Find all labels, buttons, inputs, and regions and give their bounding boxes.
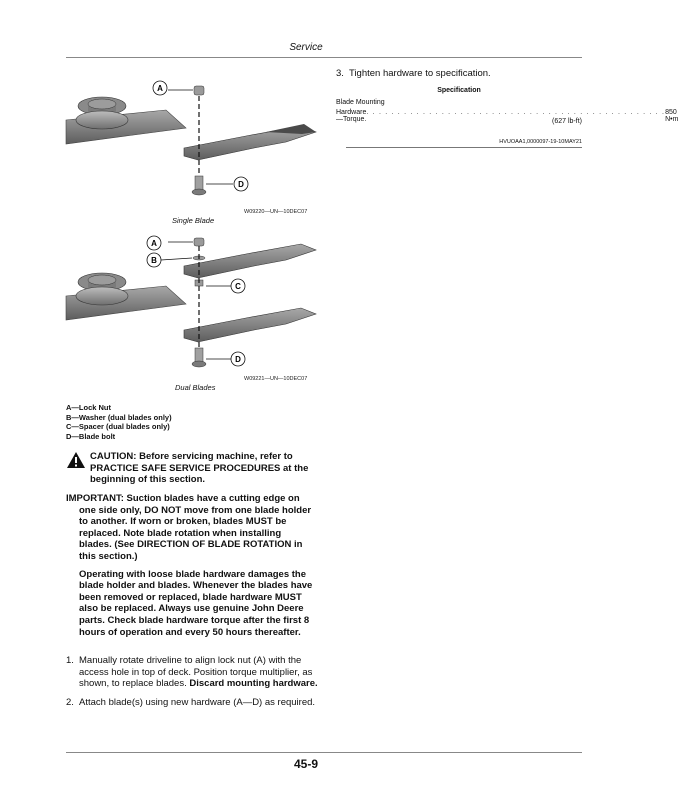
important-body: one side only, DO NOT move from one blade holder to another. If worn or broken, blades MUST be replaced. Note blade rotation when installing blades. (See DIRECTION OF BLADE ROTATION in this section.): [79, 504, 312, 562]
figure-caption: Single Blade: [172, 216, 215, 225]
leader-dots: . . . . . . . . . . . . . . . . . . . . . . . . . . . . . . . . . . . . . . . . . . . . . . . .: [366, 109, 666, 116]
blade-bolt: [192, 176, 206, 195]
upper-blade: [184, 244, 316, 278]
legend-item: C—Spacer (dual blades only): [66, 422, 170, 431]
step-1: 1. Manually rotate driveline to align lock nut (A) with the access hole in top of deck. Position torque multiplier, as shown, to replace blades. Discard mounting hardware.: [66, 655, 318, 690]
single-blade-figure: [66, 78, 322, 218]
step-text: Manually rotate driveline to align lock nut (A) with the access hole in top of deck. Position torque multiplier, as shown, to replace blades.: [79, 655, 313, 690]
step-2: 2. Attach blade(s) using new hardware (A—D) as required.: [66, 696, 316, 708]
step-emphasis: Discard mounting hardware.: [189, 678, 318, 690]
spec-rule: [346, 147, 582, 148]
step-text: Attach blade(s) using new hardware (A—D) as required.: [79, 696, 316, 708]
step-text: Tighten hardware to specification.: [349, 68, 491, 79]
lower-blade: [184, 308, 316, 342]
page-number: 45-9: [293, 757, 319, 771]
blade-holder: [66, 273, 186, 320]
doc-id: HVUOAA1,0000097-19-10MAY21: [499, 139, 582, 145]
procedure-steps: [66, 655, 322, 715]
svg-text:D: D: [238, 180, 244, 189]
important-notice: [66, 493, 316, 638]
spec-title: Specification: [437, 87, 481, 94]
page-header: Service: [289, 42, 323, 53]
parts-legend: [66, 403, 172, 441]
spec-alt-value: (627 lb-ft): [552, 118, 582, 125]
header-rule: [66, 57, 582, 58]
mower-blade: [184, 124, 316, 160]
legend-item: D—Blade bolt: [66, 431, 116, 441]
dual-blades-figure: [66, 234, 322, 384]
svg-text:C: C: [235, 282, 241, 291]
important-label: IMPORTANT:: [66, 493, 124, 504]
lock-nut: [194, 238, 204, 246]
blade-bolt: [192, 348, 206, 367]
caution-text: CAUTION: Before servicing machine, refer to PRACTICE SAFE SERVICE PROCEDURES at the beginning of this section.: [90, 451, 309, 485]
important-lead: Suction blades have a cutting edge on: [126, 493, 300, 504]
spec-label: Blade Mounting: [336, 99, 385, 106]
legend-item: B—Washer (dual blades only): [66, 412, 172, 422]
figure-code: W09221—UN—10DEC07: [244, 376, 308, 382]
legend-item: A—Lock Nut: [66, 403, 111, 412]
spec-value: 850 N•m: [665, 109, 678, 123]
blade-holder: [66, 97, 186, 144]
svg-text:B: B: [151, 256, 157, 265]
figure-code: W09220—UN—10DEC07: [244, 209, 308, 215]
lock-nut: [194, 86, 204, 95]
figure-caption: Dual Blades: [175, 383, 216, 392]
svg-text:D: D: [235, 355, 241, 364]
footer-rule: [66, 752, 582, 753]
step-3: 3. Tighten hardware to specification.: [336, 68, 491, 79]
svg-text:A: A: [157, 84, 163, 93]
svg-text:A: A: [151, 239, 157, 248]
important-para-2: Operating with loose blade hardware damages the blade holder and blades. Whenever the blades have been removed or replaced, blade hardware MUST also be replaced. Always use genuine John Deere parts. Check blade hardware torque after the first 8 hours of operation and every 50 hours thereafter.: [79, 568, 313, 638]
spec-item: Hardware—Torque.: [336, 109, 367, 123]
caution-block: [66, 451, 322, 486]
warning-triangle-icon: [66, 451, 88, 486]
